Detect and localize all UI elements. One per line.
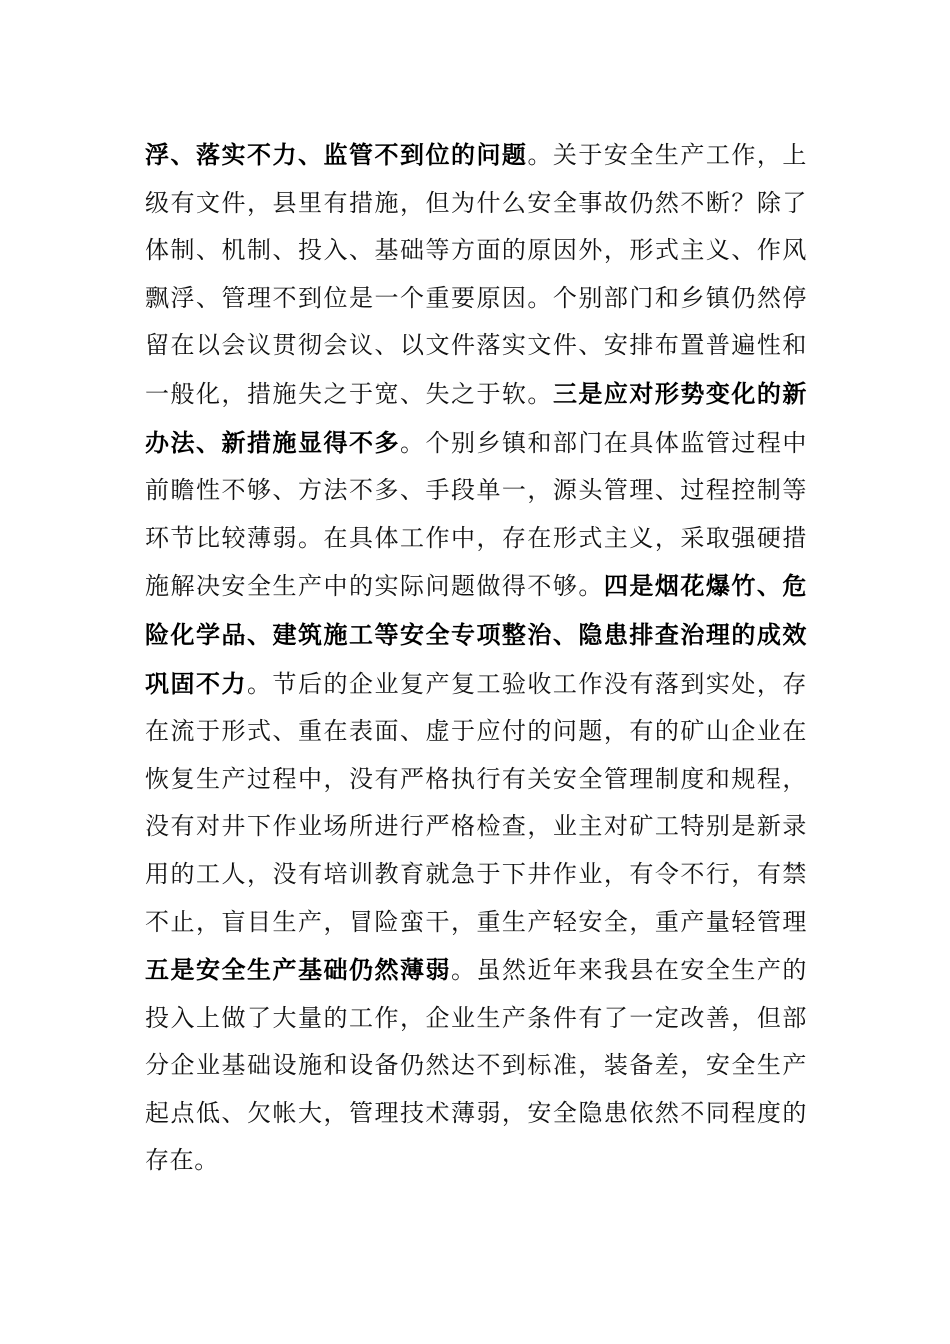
text-segment-formalism: 。关于安全生产工作，上级有文件，县里有措施，但为什么安全事故仍然不断？除了体制、机制、投入、基础等方面的原因外，形式主义、作风飘浮、管理不到位是一个重要原因。个别部门和乡镇仍然停留在以会议贯彻会议、以文件落实文件、安排布置普遍性和一般化，措施失之于宽、失之于软。 <box>145 141 807 408</box>
text-segment-foresight: 。个别乡镇和部门在具体监管过程中前瞻性不够、方法不多、手段单一，源头管理、过程控制等环节比较薄弱。在具体工作中，存在形式主义，采取强硬措施解决安全生产中的实际问题做得不够。 <box>145 428 808 601</box>
bold-phrase-point-three: 三是应对形势变化的新办法、新措施显得不多 <box>145 378 807 457</box>
bold-phrase-supervision-issue: 浮、落实不力、监管不到位的问题 <box>145 140 528 169</box>
bold-phrase-point-five: 五是安全生产基础仍然薄弱 <box>145 955 451 985</box>
text-segment-mining: 。节后的企业复产复工验收工作没有落到实处，存在流于形式、重在表面、虚于应付的问题，有的矿山企业在恢复生产过程中，没有严格执行有关安全管理制度和规程，没有对井下作业场所进行严格检查，业主对矿工特别是新录用的工人，没有培训教育就急于下井作业，有令不行，有禁不止，盲目生产，冒险蛮干，重生产轻安全，重产量轻管理 <box>145 669 807 936</box>
bold-phrase-point-four: 四是烟花爆竹、危险化学品、建筑施工等安全专项整治、隐患排查治理的成效巩固不力 <box>145 571 807 698</box>
text-segment-foundation: 。虽然近年来我县在安全生产的投入上做了大量的工作，企业生产条件有了一定改善，但部分企业基础设施和设备仍然达不到标准，装备差，安全生产起点低、欠帐大，管理技术薄弱，安全隐患依然不同程度的存在。 <box>145 956 807 1175</box>
body-paragraph <box>145 131 807 1185</box>
